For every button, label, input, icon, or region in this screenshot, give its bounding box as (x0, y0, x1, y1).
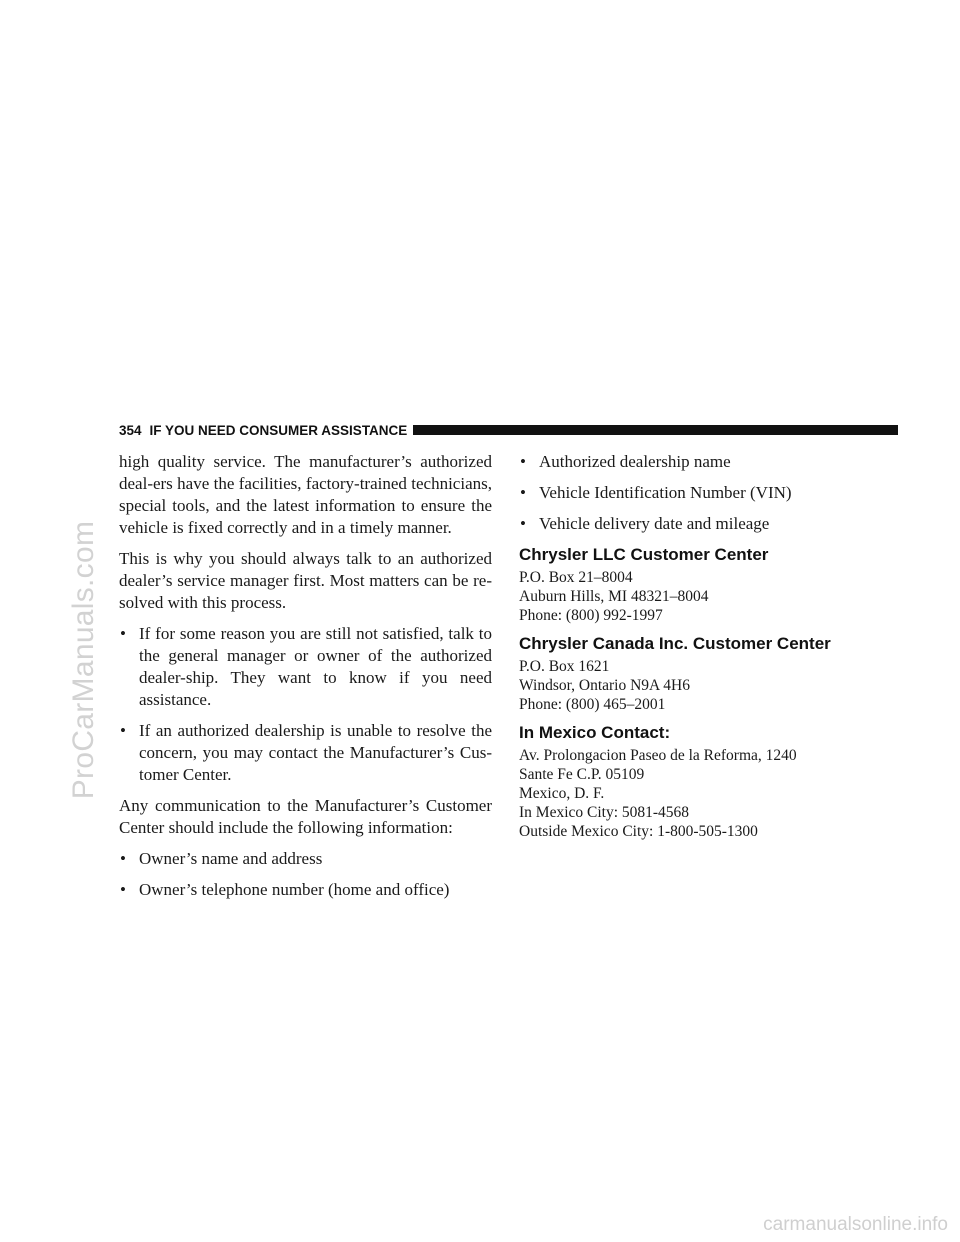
bullet-icon: • (120, 849, 126, 868)
address-line: P.O. Box 21–8004 (519, 569, 633, 586)
chrysler-llc-address (519, 568, 899, 625)
service-manager-paragraph: This is why you should always talk to an authorized dealer’s service manager first. Most matters can be re-solved with this process. (119, 549, 492, 612)
address-line: P.O. Box 1621 (519, 658, 610, 675)
section-title: IF YOU NEED CONSUMER ASSISTANCE (149, 422, 408, 438)
list-item (519, 513, 899, 535)
header-rule (413, 425, 898, 435)
left-column (119, 451, 492, 910)
list-item (119, 720, 492, 786)
info-list-continued (519, 451, 899, 535)
list-item-text: If for some reason you are still not satisfied, talk to the general manager or owner of the authorized dealer-ship. They want to know if you need assistance. (139, 624, 492, 709)
list-item (519, 451, 899, 473)
address-line: Auburn Hills, MI 48321–8004 (519, 588, 709, 605)
mexico-heading: In Mexico Contact: (519, 723, 671, 742)
list-item (119, 879, 492, 901)
page-number: 354 (119, 422, 142, 438)
bullet-icon: • (520, 483, 526, 502)
bullet-icon: • (520, 452, 526, 471)
address-line: Sante Fe C.P. 05109 (519, 766, 645, 783)
bullet-icon: • (120, 880, 126, 899)
list-item-text: Owner’s name and address (139, 849, 323, 868)
chrysler-llc-heading: Chrysler LLC Customer Center (519, 545, 769, 564)
list-item (519, 482, 899, 504)
intro-paragraph: high quality service. The manufacturer’s authorized deal-ers have the facilities, factory-trained technicians, special tools, and the latest information to ensure the vehicle is fixed correctly and in a timely manner. (119, 452, 492, 537)
communication-paragraph: Any communication to the Manufacturer’s Customer Center should include the following information: (119, 796, 492, 837)
bottom-watermark: carmanualsonline.info (763, 1214, 948, 1235)
escalation-list (119, 623, 492, 786)
list-item (119, 623, 492, 711)
phone-line: Phone: (800) 992-1997 (519, 607, 663, 624)
info-list (119, 848, 492, 901)
mexico-address (519, 746, 899, 841)
phone-line: Outside Mexico City: 1-800-505-1300 (519, 823, 758, 840)
address-line: Windsor, Ontario N9A 4H6 (519, 677, 690, 694)
bullet-icon: • (520, 514, 526, 533)
header-text (119, 423, 413, 438)
bullet-icon: • (120, 624, 126, 643)
address-line: Av. Prolongacion Paseo de la Reforma, 1240 (519, 747, 797, 764)
list-item-text: Owner’s telephone number (home and office) (139, 880, 450, 899)
address-line: Mexico, D. F. (519, 785, 605, 802)
right-column (519, 451, 899, 847)
side-watermark: ProCarManuals.com (67, 520, 100, 800)
list-item-text: Authorized dealership name (539, 452, 731, 471)
list-item-text: Vehicle Identification Number (VIN) (539, 483, 792, 502)
page-header (119, 421, 898, 439)
bullet-icon: • (120, 721, 126, 740)
chrysler-canada-address (519, 657, 899, 714)
phone-line: Phone: (800) 465–2001 (519, 696, 666, 713)
list-item (119, 848, 492, 870)
list-item-text: Vehicle delivery date and mileage (539, 514, 770, 533)
chrysler-canada-heading: Chrysler Canada Inc. Customer Center (519, 634, 831, 653)
phone-line: In Mexico City: 5081-4568 (519, 804, 690, 821)
list-item-text: If an authorized dealership is unable to resolve the concern, you may contact the Manufacturer’s Cus-tomer Center. (139, 721, 492, 784)
